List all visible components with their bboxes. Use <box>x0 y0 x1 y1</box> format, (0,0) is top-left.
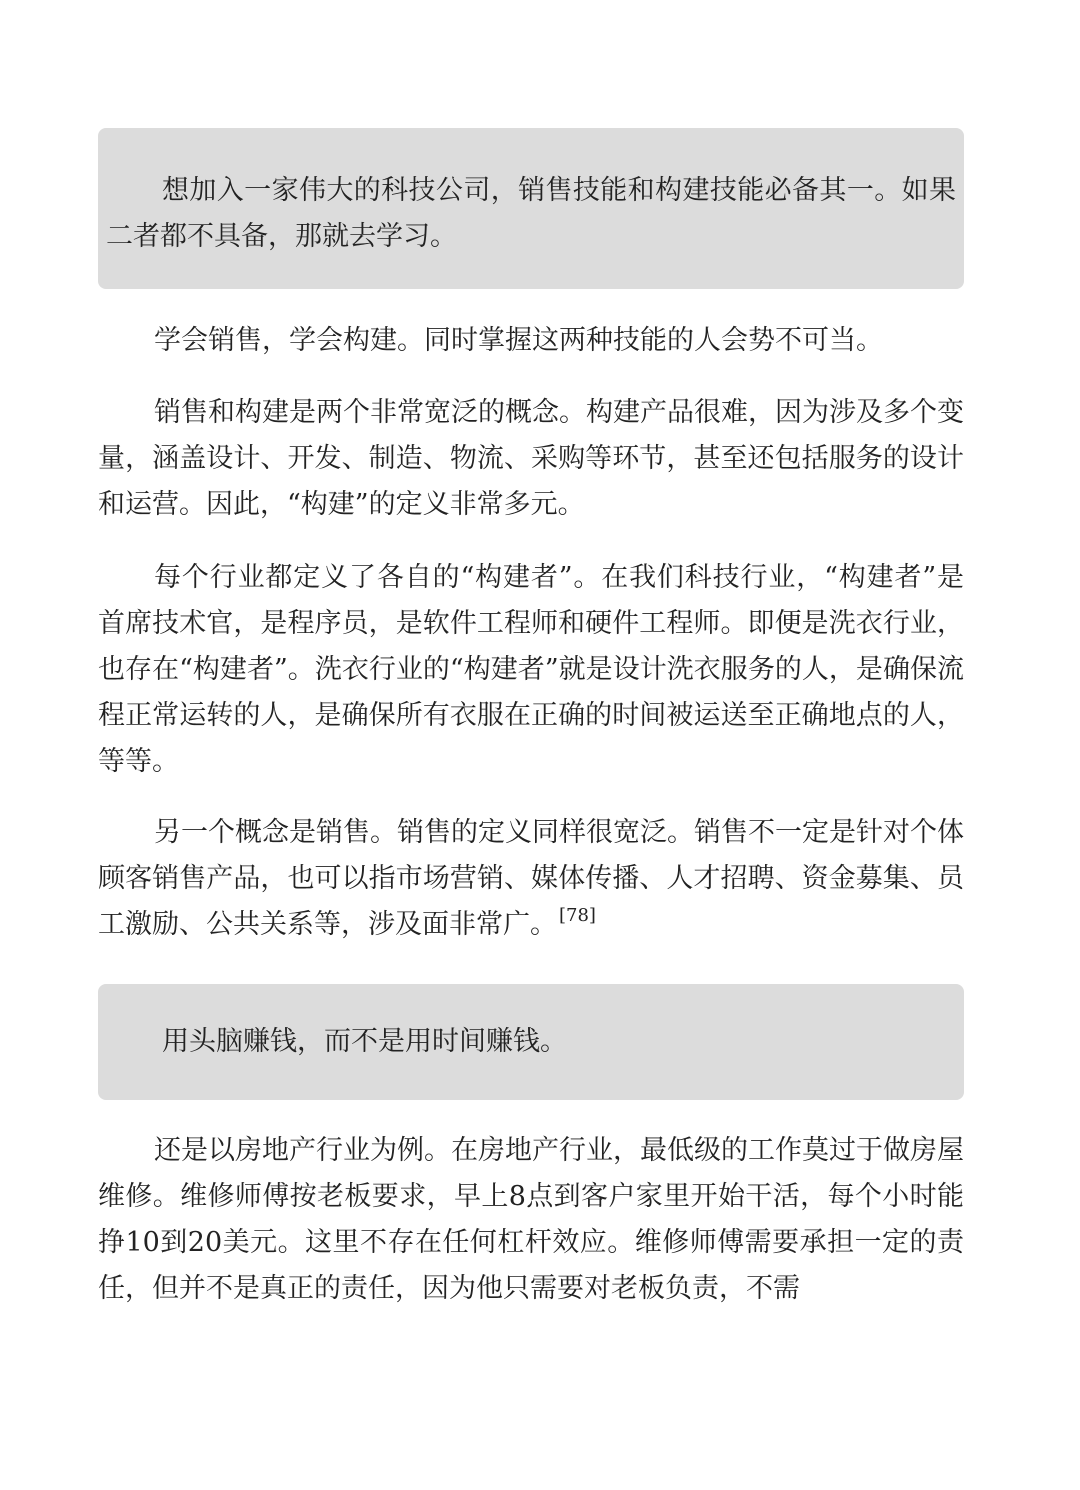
quote-text: 想加入一家伟大的科技公司，销售技能和构建技能必备其一。如果二者都不具备，那就去学习。 <box>106 175 956 252</box>
body-paragraph: 还是以房地产行业为例。在房地产行业，最低级的工作莫过于做房屋维修。维修师傅按老板要求，早上8点到客户家里开始干活，每个小时能挣10到20美元。这里不存在任何杠杆效应。维修师傅需要承担一定的责任，但并不是真正的责任，因为他只需要对老板负责，不需 <box>98 1135 964 1304</box>
paragraph-text: 另一个概念是销售。销售的定义同样很宽泛。销售不一定是针对个体顾客销售产品，也可以指市场营销、媒体传播、人才招聘、资金募集、员工激励、公共关系等，涉及面非常广。 <box>98 817 964 940</box>
highlight-quote-box <box>98 984 964 1100</box>
body-paragraph: 学会销售，学会构建。同时掌握这两种技能的人会势不可当。 <box>154 325 883 356</box>
body-paragraph-with-footnote <box>98 810 964 948</box>
highlight-quote-box <box>98 128 964 289</box>
body-paragraph: 每个行业都定义了各自的“构建者”。在我们科技行业，“构建者”是首席技术官，是程序员，是软件工程师和硬件工程师。即便是洗衣行业，也存在“构建者”。洗衣行业的“构建者”就是设计洗衣服务的人，是确保流程正常运转的人，是确保所有衣服在正确的时间被运送至正确地点的人，等等。 <box>98 562 964 777</box>
quote-text: 用头脑赚钱，而不是用时间赚钱。 <box>162 1026 567 1057</box>
footnote-reference[interactable]: [78] <box>559 905 596 926</box>
body-paragraph: 销售和构建是两个非常宽泛的概念。构建产品很难，因为涉及多个变量，涵盖设计、开发、制造、物流、采购等环节，甚至还包括服务的设计和运营。因此，“构建”的定义非常多元。 <box>98 397 964 520</box>
